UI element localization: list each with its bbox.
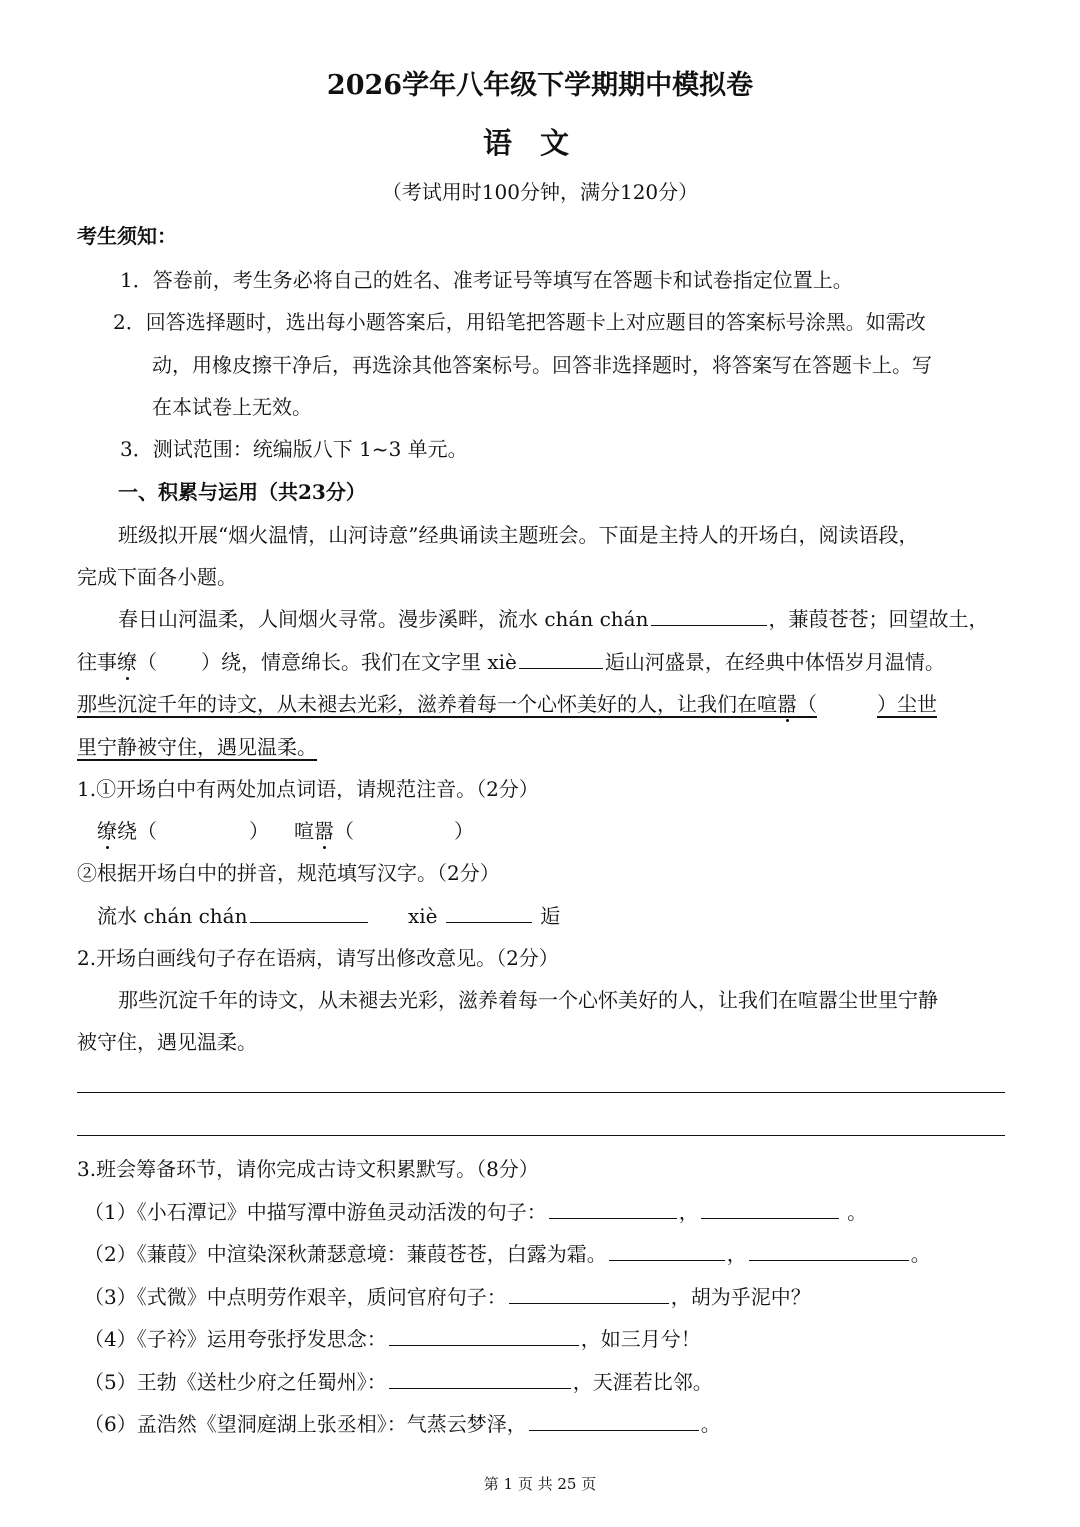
q1-pinyin2-suffix: 逅	[540, 904, 561, 928]
q3-item1	[84, 1198, 867, 1226]
passage-line1-text-b: ，蒹葭苍苍；回望故土，	[768, 607, 989, 631]
dotted-char: 缭	[97, 819, 117, 843]
answer-blank[interactable]	[701, 1198, 839, 1219]
q1-word2	[294, 817, 474, 845]
q1-pinyin2	[408, 902, 560, 930]
section1-intro-line2: 完成下面各小题。	[77, 565, 237, 589]
q1-word2-char1: 喧	[294, 819, 314, 843]
passage-line2-text-d: 逅山河盛景，在经典中体悟岁月温情。	[604, 650, 945, 674]
q3-item6-period: 。	[700, 1412, 721, 1436]
passage-underlined-line3	[77, 690, 937, 718]
instruction-3: 3．测试范围：统编版八下 1~3 单元。	[120, 437, 468, 461]
q3-item6-prompt: （6）孟浩然《望洞庭湖上张丞相》：气蒸云梦泽，	[84, 1412, 527, 1436]
passage-underlined-line4: 里宁静被守住，遇见温柔。	[77, 735, 317, 759]
q1-pinyin1-text: 流水 chán chán	[97, 904, 248, 928]
instruction-2-line1: 2．回答选择题时，选出每小题答案后，用铅笔把答题卡上对应题目的答案标号涂黑。如需改	[113, 310, 926, 334]
instruction-1: 1．答卷前，考生务必将自己的姓名、准考证号等填写在答题卡和试卷指定位置上。	[120, 268, 853, 292]
section1-heading: 一、积累与运用（共23分）	[118, 480, 366, 504]
answer-blank[interactable]	[250, 902, 368, 923]
passage-line3-paren-open: （	[797, 692, 817, 716]
q2-sentence-line1: 那些沉淀千年的诗文，从未褪去光彩，滋养着每一个心怀美好的人，让我们在喧嚣尘世里宁静	[118, 988, 938, 1012]
q3-item3-prompt: （3）《式微》中点明劳作艰辛，质问官府句子：	[84, 1285, 507, 1309]
section1-intro-line1: 班级拟开展“烟火温情，山河诗意”经典诵读主题班会。下面是主持人的开场白，阅读语段，	[118, 523, 919, 547]
instruction-2-line3: 在本试卷上无效。	[152, 395, 312, 419]
passage-line2	[77, 648, 945, 676]
dotted-char: 嚣	[314, 819, 334, 843]
q3-item3-suffix: ，胡为乎泥中？	[670, 1285, 811, 1309]
answer-blank[interactable]	[389, 1368, 571, 1389]
q1-word1-close: ）	[249, 819, 269, 843]
q2-text: 2.开场白画线句子存在语病，请写出修改意见。（2分）	[77, 946, 559, 970]
answer-blank[interactable]	[509, 1283, 669, 1304]
passage-line3-text-a: 那些沉淀千年的诗文，从未褪去光彩，滋养着每一个心怀美好的人，让我们在喧	[77, 692, 777, 716]
answer-line[interactable]	[77, 1135, 1005, 1136]
answer-line[interactable]	[77, 1092, 1005, 1093]
q3-item1-comma: ，	[678, 1200, 699, 1224]
passage-line1-text-a: 春日山河温柔，人间烟火寻常。漫步溪畔，流水 chán chán	[118, 607, 649, 631]
q3-item2-prompt: （2）《蒹葭》中渲染深秋萧瑟意境：蒹葭苍苍，白露为霜。	[84, 1242, 607, 1266]
q1-text: 1.①开场白中有两处加点词语，请规范注音。（2分）	[77, 777, 539, 801]
q1-sub2-text: ②根据开场白中的拼音，规范填写汉字。（2分）	[77, 861, 500, 885]
answer-blank[interactable]	[446, 902, 532, 923]
q3-item6	[84, 1410, 721, 1438]
q3-item4	[84, 1325, 701, 1353]
answer-blank[interactable]	[529, 1410, 699, 1431]
instruction-2-line2: 动，用橡皮擦干净后，再选涂其他答案标号。回答非选择题时，将答案写在答题卡上。写	[152, 353, 932, 377]
answer-blank[interactable]	[609, 1240, 725, 1261]
dotted-char: 缭	[117, 650, 137, 674]
answer-blank[interactable]	[651, 605, 767, 626]
q1-word2-open: （	[334, 819, 354, 843]
answer-paren-space[interactable]	[817, 690, 877, 718]
dotted-char: 嚣	[777, 692, 797, 716]
q1-word2-close: ）	[454, 819, 474, 843]
q1-pinyin2-text: xiè	[408, 904, 438, 928]
page-number: 第 1 页 共 25 页	[483, 1475, 597, 1493]
q3-item5	[84, 1368, 713, 1396]
q3-item2-comma: ，	[726, 1242, 747, 1266]
answer-blank[interactable]	[389, 1325, 579, 1346]
q3-item5-suffix: ，天涯若比邻。	[572, 1370, 713, 1394]
q1-word1-text: 绕（	[117, 819, 157, 843]
q3-item1-prompt: （1）《小石潭记》中描写潭中游鱼灵动活泼的句子：	[84, 1200, 547, 1224]
exam-title: 2026学年八年级下学期期中模拟卷	[326, 70, 754, 101]
passage-line1	[118, 605, 989, 633]
passage-line3-text-c: ）尘世	[877, 692, 937, 716]
q3-item4-suffix: ，如三月兮！	[580, 1327, 701, 1351]
answer-blank[interactable]	[549, 1198, 677, 1219]
q2-sentence-line2: 被守住，遇见温柔。	[77, 1030, 257, 1054]
q3-item3	[84, 1283, 811, 1311]
q1-word1	[97, 817, 269, 845]
passage-line2-text-c: ）绕，情意绵长。我们在文字里 xiè	[201, 650, 517, 674]
q3-item2	[84, 1240, 931, 1268]
passage-line2-paren-open: （	[137, 650, 157, 674]
q3-item2-period: 。	[910, 1242, 931, 1266]
q3-item4-prompt: （4）《子衿》运用夸张抒发思念：	[84, 1327, 387, 1351]
answer-blank[interactable]	[519, 648, 603, 669]
instructions-heading: 考生须知：	[77, 224, 177, 248]
q1-pinyin1	[97, 902, 370, 930]
q3-text: 3.班会筹备环节，请你完成古诗文积累默写。（8分）	[77, 1157, 539, 1181]
q3-item5-prompt: （5）王勃《送杜少府之任蜀州》：	[84, 1370, 387, 1394]
passage-line2-text-a: 往事	[77, 650, 117, 674]
q3-item1-period: 。	[847, 1200, 868, 1224]
answer-blank[interactable]	[749, 1240, 909, 1261]
subject-title: 语文	[482, 126, 597, 160]
exam-info: （考试用时100分钟，满分120分）	[381, 180, 699, 204]
